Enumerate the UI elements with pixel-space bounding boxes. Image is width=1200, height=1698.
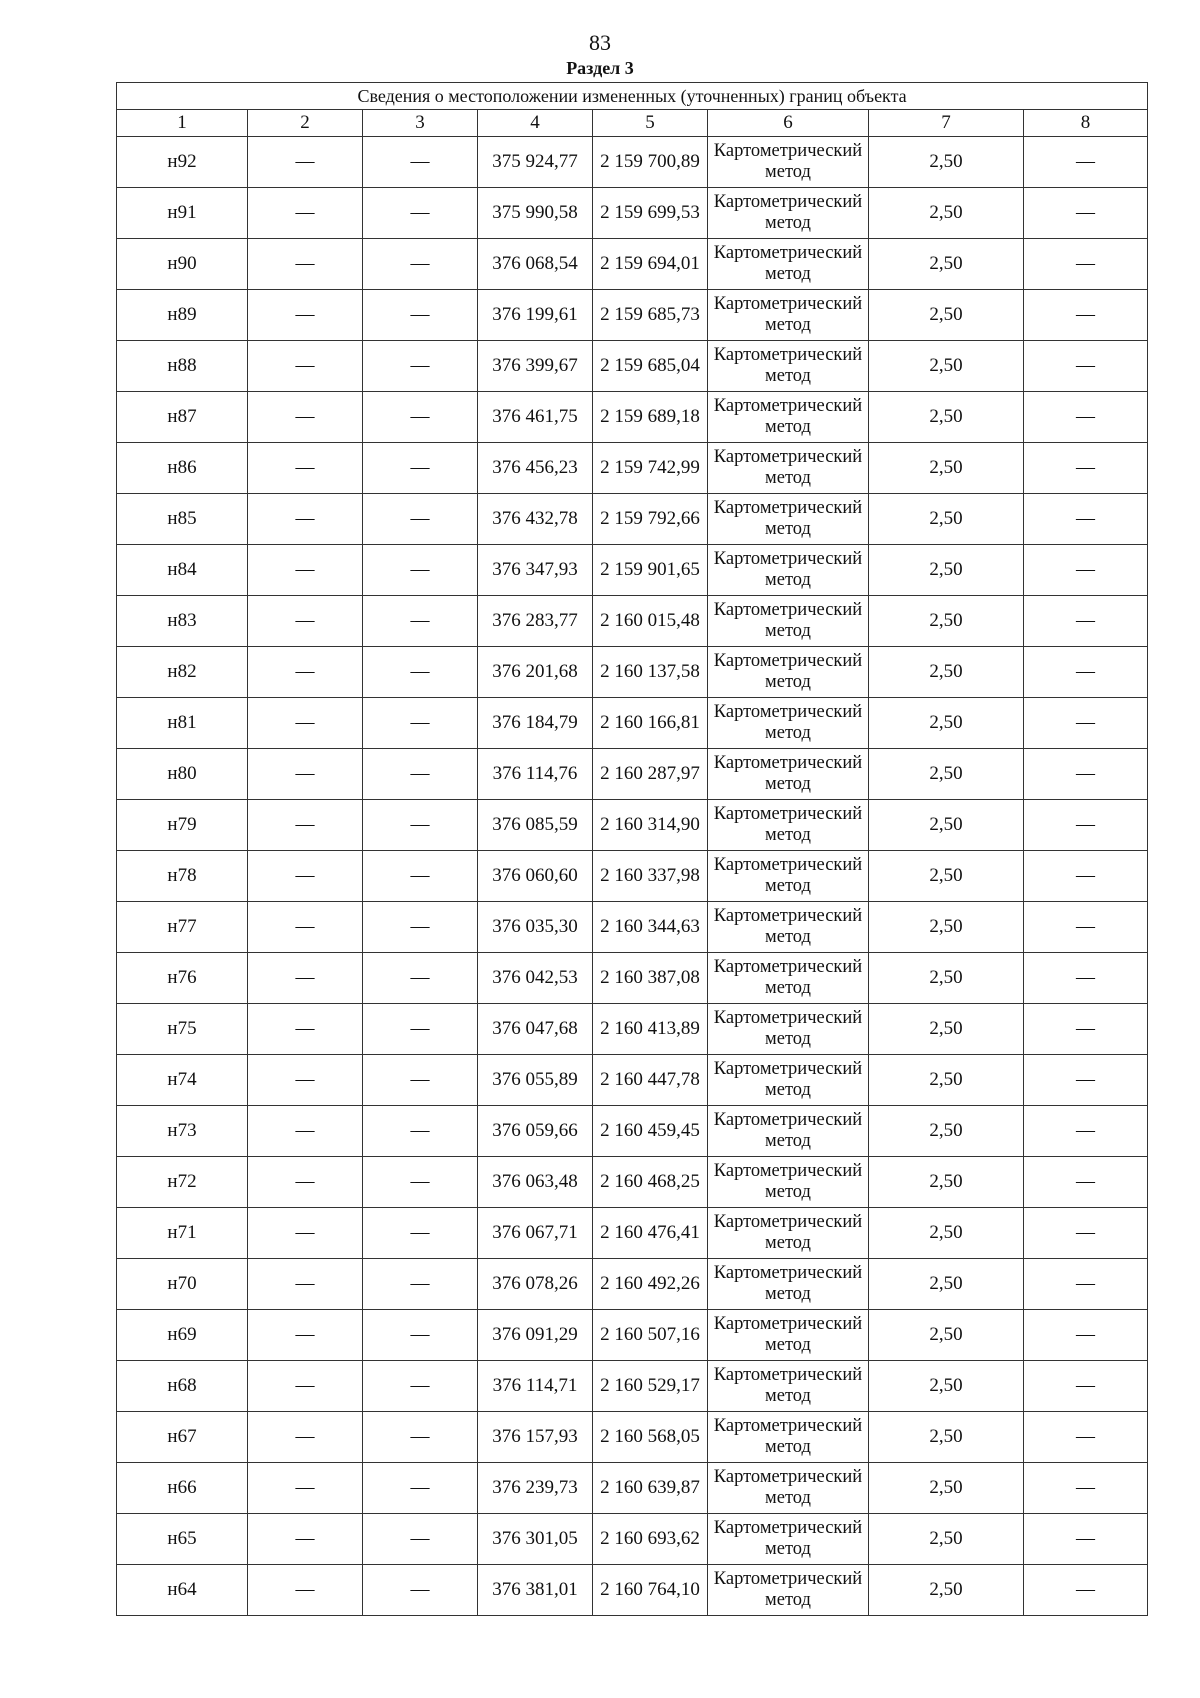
x-coordinate-cell: 376 347,93 xyxy=(478,545,593,596)
empty-value-cell: — xyxy=(363,341,478,392)
y-coordinate-cell: 2 160 015,48 xyxy=(593,596,708,647)
empty-value-cell: — xyxy=(1024,341,1148,392)
point-name-cell: н69 xyxy=(117,1310,248,1361)
empty-value-cell: — xyxy=(248,341,363,392)
point-name-cell: н84 xyxy=(117,545,248,596)
table-row xyxy=(117,698,1148,749)
column-number: 6 xyxy=(708,110,869,137)
empty-value-cell: — xyxy=(248,749,363,800)
accuracy-cell: 2,50 xyxy=(869,1208,1024,1259)
empty-value-cell: — xyxy=(248,1514,363,1565)
x-coordinate-cell: 376 085,59 xyxy=(478,800,593,851)
point-name-cell: н70 xyxy=(117,1259,248,1310)
empty-value-cell: — xyxy=(363,443,478,494)
accuracy-cell: 2,50 xyxy=(869,1412,1024,1463)
method-cell: Картометрический метод xyxy=(708,341,869,392)
y-coordinate-cell: 2 160 476,41 xyxy=(593,1208,708,1259)
y-coordinate-cell: 2 160 568,05 xyxy=(593,1412,708,1463)
accuracy-cell: 2,50 xyxy=(869,239,1024,290)
point-name-cell: н86 xyxy=(117,443,248,494)
empty-value-cell: — xyxy=(248,698,363,749)
empty-value-cell: — xyxy=(1024,800,1148,851)
point-name-cell: н83 xyxy=(117,596,248,647)
x-coordinate-cell: 376 114,76 xyxy=(478,749,593,800)
x-coordinate-cell: 376 239,73 xyxy=(478,1463,593,1514)
empty-value-cell: — xyxy=(363,1310,478,1361)
empty-value-cell: — xyxy=(1024,392,1148,443)
accuracy-cell: 2,50 xyxy=(869,341,1024,392)
accuracy-cell: 2,50 xyxy=(869,1514,1024,1565)
table-row xyxy=(117,596,1148,647)
empty-value-cell: — xyxy=(363,1157,478,1208)
empty-value-cell: — xyxy=(363,1055,478,1106)
x-coordinate-cell: 376 059,66 xyxy=(478,1106,593,1157)
x-coordinate-cell: 376 399,67 xyxy=(478,341,593,392)
table-row xyxy=(117,1514,1148,1565)
method-cell: Картометрический метод xyxy=(708,1565,869,1616)
accuracy-cell: 2,50 xyxy=(869,1361,1024,1412)
x-coordinate-cell: 376 068,54 xyxy=(478,239,593,290)
empty-value-cell: — xyxy=(1024,698,1148,749)
x-coordinate-cell: 376 055,89 xyxy=(478,1055,593,1106)
empty-value-cell: — xyxy=(363,953,478,1004)
table-row xyxy=(117,290,1148,341)
empty-value-cell: — xyxy=(1024,1055,1148,1106)
empty-value-cell: — xyxy=(1024,1412,1148,1463)
accuracy-cell: 2,50 xyxy=(869,698,1024,749)
accuracy-cell: 2,50 xyxy=(869,953,1024,1004)
x-coordinate-cell: 376 114,71 xyxy=(478,1361,593,1412)
table-row xyxy=(117,443,1148,494)
empty-value-cell: — xyxy=(248,647,363,698)
table-row xyxy=(117,1157,1148,1208)
empty-value-cell: — xyxy=(1024,1361,1148,1412)
accuracy-cell: 2,50 xyxy=(869,443,1024,494)
empty-value-cell: — xyxy=(1024,188,1148,239)
empty-value-cell: — xyxy=(1024,749,1148,800)
point-name-cell: н90 xyxy=(117,239,248,290)
empty-value-cell: — xyxy=(248,494,363,545)
x-coordinate-cell: 376 078,26 xyxy=(478,1259,593,1310)
y-coordinate-cell: 2 159 901,65 xyxy=(593,545,708,596)
table-row xyxy=(117,1361,1148,1412)
empty-value-cell: — xyxy=(363,494,478,545)
empty-value-cell: — xyxy=(1024,290,1148,341)
method-cell: Картометрический метод xyxy=(708,290,869,341)
column-number: 3 xyxy=(363,110,478,137)
empty-value-cell: — xyxy=(248,1106,363,1157)
accuracy-cell: 2,50 xyxy=(869,290,1024,341)
method-cell: Картометрический метод xyxy=(708,1361,869,1412)
empty-value-cell: — xyxy=(363,902,478,953)
empty-value-cell: — xyxy=(248,188,363,239)
table-row xyxy=(117,953,1148,1004)
empty-value-cell: — xyxy=(248,290,363,341)
accuracy-cell: 2,50 xyxy=(869,647,1024,698)
y-coordinate-cell: 2 160 314,90 xyxy=(593,800,708,851)
point-name-cell: н89 xyxy=(117,290,248,341)
y-coordinate-cell: 2 160 639,87 xyxy=(593,1463,708,1514)
y-coordinate-cell: 2 160 387,08 xyxy=(593,953,708,1004)
y-coordinate-cell: 2 160 693,62 xyxy=(593,1514,708,1565)
empty-value-cell: — xyxy=(1024,1514,1148,1565)
x-coordinate-cell: 375 924,77 xyxy=(478,137,593,188)
empty-value-cell: — xyxy=(1024,1208,1148,1259)
y-coordinate-cell: 2 159 685,04 xyxy=(593,341,708,392)
y-coordinate-cell: 2 160 337,98 xyxy=(593,851,708,902)
empty-value-cell: — xyxy=(363,1361,478,1412)
empty-value-cell: — xyxy=(1024,1004,1148,1055)
point-name-cell: н82 xyxy=(117,647,248,698)
accuracy-cell: 2,50 xyxy=(869,1565,1024,1616)
column-number: 4 xyxy=(478,110,593,137)
method-cell: Картометрический метод xyxy=(708,902,869,953)
table-row xyxy=(117,341,1148,392)
y-coordinate-cell: 2 160 764,10 xyxy=(593,1565,708,1616)
method-cell: Картометрический метод xyxy=(708,1004,869,1055)
method-cell: Картометрический метод xyxy=(708,800,869,851)
y-coordinate-cell: 2 159 685,73 xyxy=(593,290,708,341)
y-coordinate-cell: 2 159 689,18 xyxy=(593,392,708,443)
method-cell: Картометрический метод xyxy=(708,647,869,698)
table-row xyxy=(117,188,1148,239)
y-coordinate-cell: 2 160 137,58 xyxy=(593,647,708,698)
empty-value-cell: — xyxy=(363,1004,478,1055)
empty-value-cell: — xyxy=(1024,953,1148,1004)
method-cell: Картометрический метод xyxy=(708,494,869,545)
page-number: 83 xyxy=(589,30,611,55)
table-row xyxy=(117,545,1148,596)
empty-value-cell: — xyxy=(1024,494,1148,545)
point-name-cell: н78 xyxy=(117,851,248,902)
y-coordinate-cell: 2 159 792,66 xyxy=(593,494,708,545)
table-row xyxy=(117,137,1148,188)
method-cell: Картометрический метод xyxy=(708,545,869,596)
accuracy-cell: 2,50 xyxy=(869,902,1024,953)
accuracy-cell: 2,50 xyxy=(869,1055,1024,1106)
empty-value-cell: — xyxy=(1024,545,1148,596)
method-cell: Картометрический метод xyxy=(708,1310,869,1361)
point-name-cell: н81 xyxy=(117,698,248,749)
empty-value-cell: — xyxy=(1024,1565,1148,1616)
empty-value-cell: — xyxy=(248,596,363,647)
empty-value-cell: — xyxy=(363,188,478,239)
x-coordinate-cell: 376 063,48 xyxy=(478,1157,593,1208)
empty-value-cell: — xyxy=(1024,443,1148,494)
table-row xyxy=(117,1310,1148,1361)
table-row xyxy=(117,1106,1148,1157)
table-row xyxy=(117,1004,1148,1055)
accuracy-cell: 2,50 xyxy=(869,137,1024,188)
empty-value-cell: — xyxy=(363,137,478,188)
table-row xyxy=(117,392,1148,443)
table-row xyxy=(117,1463,1148,1514)
empty-value-cell: — xyxy=(248,1310,363,1361)
empty-value-cell: — xyxy=(248,1412,363,1463)
empty-value-cell: — xyxy=(363,1412,478,1463)
method-cell: Картометрический метод xyxy=(708,239,869,290)
point-name-cell: н71 xyxy=(117,1208,248,1259)
point-name-cell: н85 xyxy=(117,494,248,545)
empty-value-cell: — xyxy=(248,137,363,188)
y-coordinate-cell: 2 160 507,16 xyxy=(593,1310,708,1361)
y-coordinate-cell: 2 160 287,97 xyxy=(593,749,708,800)
empty-value-cell: — xyxy=(1024,1310,1148,1361)
empty-value-cell: — xyxy=(248,392,363,443)
method-cell: Картометрический метод xyxy=(708,137,869,188)
empty-value-cell: — xyxy=(363,1565,478,1616)
table-body xyxy=(117,137,1148,1616)
accuracy-cell: 2,50 xyxy=(869,188,1024,239)
y-coordinate-cell: 2 160 459,45 xyxy=(593,1106,708,1157)
empty-value-cell: — xyxy=(1024,239,1148,290)
empty-value-cell: — xyxy=(248,1463,363,1514)
column-numbers-row xyxy=(117,110,1148,137)
empty-value-cell: — xyxy=(248,1055,363,1106)
method-cell: Картометрический метод xyxy=(708,749,869,800)
accuracy-cell: 2,50 xyxy=(869,494,1024,545)
y-coordinate-cell: 2 159 694,01 xyxy=(593,239,708,290)
boundary-coordinates-table xyxy=(116,82,1148,1616)
y-coordinate-cell: 2 160 529,17 xyxy=(593,1361,708,1412)
y-coordinate-cell: 2 160 413,89 xyxy=(593,1004,708,1055)
method-cell: Картометрический метод xyxy=(708,953,869,1004)
accuracy-cell: 2,50 xyxy=(869,1259,1024,1310)
point-name-cell: н75 xyxy=(117,1004,248,1055)
point-name-cell: н73 xyxy=(117,1106,248,1157)
x-coordinate-cell: 376 060,60 xyxy=(478,851,593,902)
method-cell: Картометрический метод xyxy=(708,1463,869,1514)
point-name-cell: н87 xyxy=(117,392,248,443)
accuracy-cell: 2,50 xyxy=(869,1310,1024,1361)
empty-value-cell: — xyxy=(363,647,478,698)
table-row xyxy=(117,1259,1148,1310)
table-row xyxy=(117,1055,1148,1106)
method-cell: Картометрический метод xyxy=(708,1208,869,1259)
empty-value-cell: — xyxy=(248,443,363,494)
accuracy-cell: 2,50 xyxy=(869,1004,1024,1055)
x-coordinate-cell: 376 067,71 xyxy=(478,1208,593,1259)
x-coordinate-cell: 376 283,77 xyxy=(478,596,593,647)
x-coordinate-cell: 376 381,01 xyxy=(478,1565,593,1616)
table-row xyxy=(117,902,1148,953)
table-row xyxy=(117,1565,1148,1616)
empty-value-cell: — xyxy=(248,1004,363,1055)
column-number: 8 xyxy=(1024,110,1148,137)
method-cell: Картометрический метод xyxy=(708,1055,869,1106)
y-coordinate-cell: 2 159 699,53 xyxy=(593,188,708,239)
empty-value-cell: — xyxy=(363,1463,478,1514)
table-row xyxy=(117,800,1148,851)
y-coordinate-cell: 2 160 344,63 xyxy=(593,902,708,953)
table-row xyxy=(117,647,1148,698)
empty-value-cell: — xyxy=(363,800,478,851)
accuracy-cell: 2,50 xyxy=(869,545,1024,596)
method-cell: Картометрический метод xyxy=(708,188,869,239)
accuracy-cell: 2,50 xyxy=(869,1106,1024,1157)
column-number: 2 xyxy=(248,110,363,137)
accuracy-cell: 2,50 xyxy=(869,749,1024,800)
x-coordinate-cell: 376 184,79 xyxy=(478,698,593,749)
x-coordinate-cell: 376 456,23 xyxy=(478,443,593,494)
empty-value-cell: — xyxy=(248,851,363,902)
x-coordinate-cell: 376 035,30 xyxy=(478,902,593,953)
x-coordinate-cell: 376 199,61 xyxy=(478,290,593,341)
point-name-cell: н77 xyxy=(117,902,248,953)
point-name-cell: н76 xyxy=(117,953,248,1004)
empty-value-cell: — xyxy=(363,392,478,443)
x-coordinate-cell: 376 201,68 xyxy=(478,647,593,698)
accuracy-cell: 2,50 xyxy=(869,1463,1024,1514)
empty-value-cell: — xyxy=(248,1259,363,1310)
column-number: 1 xyxy=(117,110,248,137)
empty-value-cell: — xyxy=(1024,596,1148,647)
point-name-cell: н92 xyxy=(117,137,248,188)
empty-value-cell: — xyxy=(363,1106,478,1157)
empty-value-cell: — xyxy=(248,545,363,596)
empty-value-cell: — xyxy=(363,290,478,341)
empty-value-cell: — xyxy=(363,698,478,749)
empty-value-cell: — xyxy=(248,800,363,851)
method-cell: Картометрический метод xyxy=(708,596,869,647)
empty-value-cell: — xyxy=(248,1361,363,1412)
point-name-cell: н79 xyxy=(117,800,248,851)
point-name-cell: н74 xyxy=(117,1055,248,1106)
empty-value-cell: — xyxy=(363,1259,478,1310)
accuracy-cell: 2,50 xyxy=(869,596,1024,647)
table-row xyxy=(117,239,1148,290)
method-cell: Картометрический метод xyxy=(708,698,869,749)
column-number: 5 xyxy=(593,110,708,137)
accuracy-cell: 2,50 xyxy=(869,1157,1024,1208)
y-coordinate-cell: 2 160 447,78 xyxy=(593,1055,708,1106)
y-coordinate-cell: 2 160 468,25 xyxy=(593,1157,708,1208)
empty-value-cell: — xyxy=(363,239,478,290)
empty-value-cell: — xyxy=(363,749,478,800)
x-coordinate-cell: 376 432,78 xyxy=(478,494,593,545)
empty-value-cell: — xyxy=(1024,1106,1148,1157)
x-coordinate-cell: 376 091,29 xyxy=(478,1310,593,1361)
empty-value-cell: — xyxy=(248,953,363,1004)
empty-value-cell: — xyxy=(1024,1259,1148,1310)
point-name-cell: н88 xyxy=(117,341,248,392)
point-name-cell: н64 xyxy=(117,1565,248,1616)
point-name-cell: н65 xyxy=(117,1514,248,1565)
empty-value-cell: — xyxy=(363,545,478,596)
x-coordinate-cell: 376 157,93 xyxy=(478,1412,593,1463)
empty-value-cell: — xyxy=(248,1565,363,1616)
column-number: 7 xyxy=(869,110,1024,137)
method-cell: Картометрический метод xyxy=(708,1514,869,1565)
empty-value-cell: — xyxy=(1024,647,1148,698)
empty-value-cell: — xyxy=(1024,1157,1148,1208)
empty-value-cell: — xyxy=(363,851,478,902)
y-coordinate-cell: 2 159 742,99 xyxy=(593,443,708,494)
method-cell: Картометрический метод xyxy=(708,1106,869,1157)
y-coordinate-cell: 2 160 166,81 xyxy=(593,698,708,749)
method-cell: Картометрический метод xyxy=(708,1412,869,1463)
empty-value-cell: — xyxy=(1024,851,1148,902)
empty-value-cell: — xyxy=(248,239,363,290)
point-name-cell: н91 xyxy=(117,188,248,239)
empty-value-cell: — xyxy=(1024,137,1148,188)
empty-value-cell: — xyxy=(248,1157,363,1208)
accuracy-cell: 2,50 xyxy=(869,800,1024,851)
point-name-cell: н68 xyxy=(117,1361,248,1412)
table-row xyxy=(117,851,1148,902)
method-cell: Картометрический метод xyxy=(708,1157,869,1208)
x-coordinate-cell: 375 990,58 xyxy=(478,188,593,239)
empty-value-cell: — xyxy=(248,1208,363,1259)
empty-value-cell: — xyxy=(363,1514,478,1565)
accuracy-cell: 2,50 xyxy=(869,851,1024,902)
empty-value-cell: — xyxy=(248,902,363,953)
x-coordinate-cell: 376 461,75 xyxy=(478,392,593,443)
method-cell: Картометрический метод xyxy=(708,392,869,443)
method-cell: Картометрический метод xyxy=(708,851,869,902)
empty-value-cell: — xyxy=(363,596,478,647)
accuracy-cell: 2,50 xyxy=(869,392,1024,443)
x-coordinate-cell: 376 042,53 xyxy=(478,953,593,1004)
point-name-cell: н67 xyxy=(117,1412,248,1463)
table-row xyxy=(117,1208,1148,1259)
point-name-cell: н72 xyxy=(117,1157,248,1208)
table-row xyxy=(117,494,1148,545)
empty-value-cell: — xyxy=(363,1208,478,1259)
x-coordinate-cell: 376 301,05 xyxy=(478,1514,593,1565)
point-name-cell: н66 xyxy=(117,1463,248,1514)
table-caption: Сведения о местоположении измененных (уточненных) границ объекта xyxy=(117,83,1148,110)
empty-value-cell: — xyxy=(1024,902,1148,953)
table-row xyxy=(117,749,1148,800)
method-cell: Картометрический метод xyxy=(708,443,869,494)
point-name-cell: н80 xyxy=(117,749,248,800)
x-coordinate-cell: 376 047,68 xyxy=(478,1004,593,1055)
empty-value-cell: — xyxy=(1024,1463,1148,1514)
section-title: Раздел 3 xyxy=(566,58,634,78)
y-coordinate-cell: 2 159 700,89 xyxy=(593,137,708,188)
y-coordinate-cell: 2 160 492,26 xyxy=(593,1259,708,1310)
table-row xyxy=(117,1412,1148,1463)
method-cell: Картометрический метод xyxy=(708,1259,869,1310)
